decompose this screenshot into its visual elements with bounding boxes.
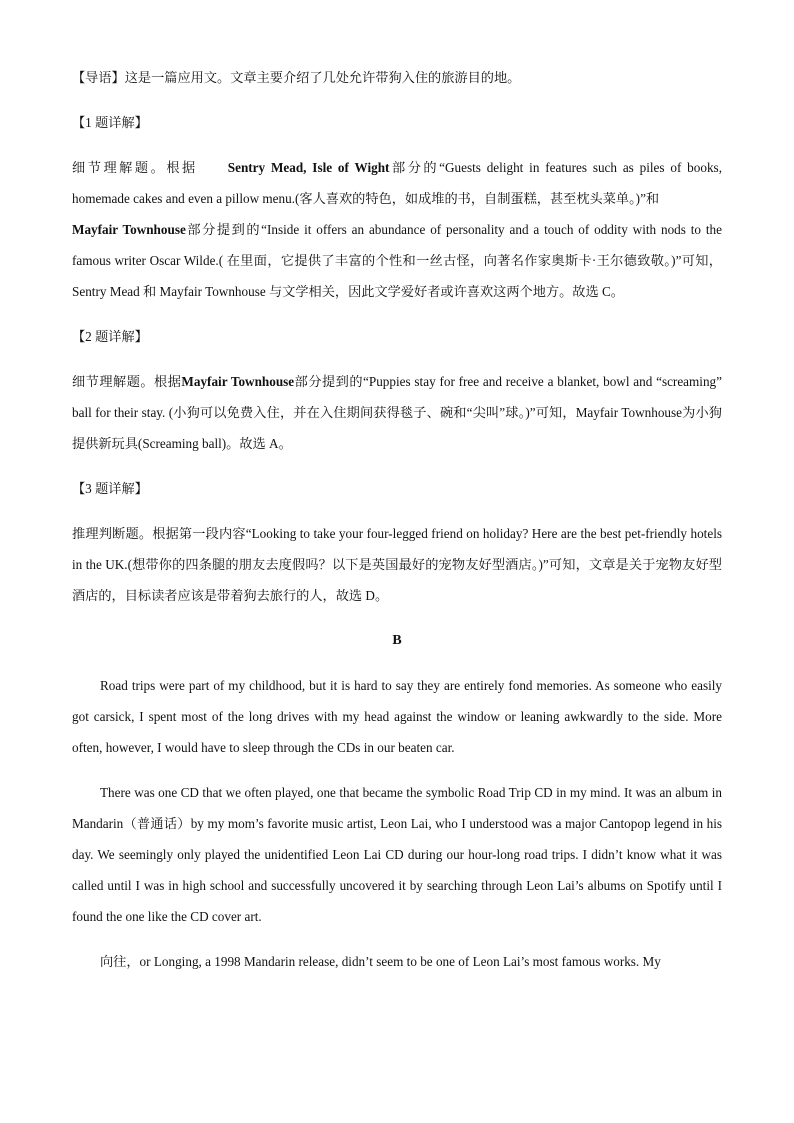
- q2-explanation: [72, 366, 722, 459]
- q1-lead: 细节理解题。根据: [72, 160, 198, 175]
- q1-text-2: 部分提到的“Inside it offers an abundance of personality and a touch of oddity with nods to the famous writer Oscar Wilde.( 在里面，它提供了丰富的个性和一丝古怪，向著名作家奥斯卡·王尔德致敬。)”可知，Sentry Mead 和 Mayfair Townhouse 与文学相关，因此文学爱好者或许喜欢这两个地方。故选 C。: [72, 222, 722, 299]
- q2-heading: 【2 题详解】: [72, 329, 148, 344]
- q1-bold-mayfair: Mayfair Townhouse: [72, 222, 186, 237]
- section-b-paragraph-3: 向往，or Longing, a 1998 Mandarin release, didn’t seem to be one of Leon Lai’s most famous works. My: [100, 954, 661, 969]
- q1-bold-sentry-mead: Sentry Mead, Isle of Wight: [227, 160, 390, 175]
- q1-text-1: 部分的“Guests delight in features such as piles of books, homemade cakes and even a pillow menu.(客人喜欢的特色，如成堆的书，自制蛋糕，甚至枕头菜单。)”和: [72, 160, 722, 206]
- q1-explanation: [72, 152, 722, 307]
- q3-explanation: 推理判断题。根据第一段内容“Looking to take your four-legged friend on holiday? Here are the best pet-friendly hotels in the UK.(想带你的四条腿的朋友去度假吗？以下是英国最好的宠物友好型酒店。)”可知，文章是关于宠物友好型酒店的，目标读者应该是带着狗去旅行的人，故选 D。: [72, 526, 722, 603]
- q2-text-1: 部分提到的“Puppies stay for free and receive a blanket, bowl and “screaming” ball for their stay. (小狗可以免费入住，并在入住期间获得毯子、碗和“尖叫”球。)”可知，Mayfair Townhouse为小狗提供新玩具(Screaming ball)。故选 A。: [72, 374, 722, 451]
- section-b-title: B: [392, 633, 402, 648]
- guide-paragraph: 【导语】这是一篇应用文。文章主要介绍了几处允许带狗入住的旅游目的地。: [72, 70, 521, 85]
- q1-heading: 【1 题详解】: [72, 115, 148, 130]
- q3-heading: 【3 题详解】: [72, 481, 148, 496]
- section-b-paragraph-1: Road trips were part of my childhood, but it is hard to say they are entirely fond memories. As someone who easily got carsick, I spent most of the long drives with my head against the window or leaning awkwardly to the side. More often, however, I would have to sleep through the CDs in our beaten car.: [72, 678, 722, 755]
- q2-bold-mayfair: Mayfair Townhouse: [181, 374, 295, 389]
- section-b-paragraph-2: There was one CD that we often played, one that became the symbolic Road Trip CD in my mind. It was an album in Mandarin（普通话）by my mom’s favorite music artist, Leon Lai, who I understood was a major Cantopop legend in his day. We seemingly only played the unidentified Leon Lai CD during our hour-long road trips. I didn’t know what it was called until I was in high school and successfully uncovered it by searching through Leon Lai’s albums on Spotify until I found the one like the CD cover art.: [72, 785, 722, 924]
- q2-lead: 细节理解题。根据: [72, 374, 182, 389]
